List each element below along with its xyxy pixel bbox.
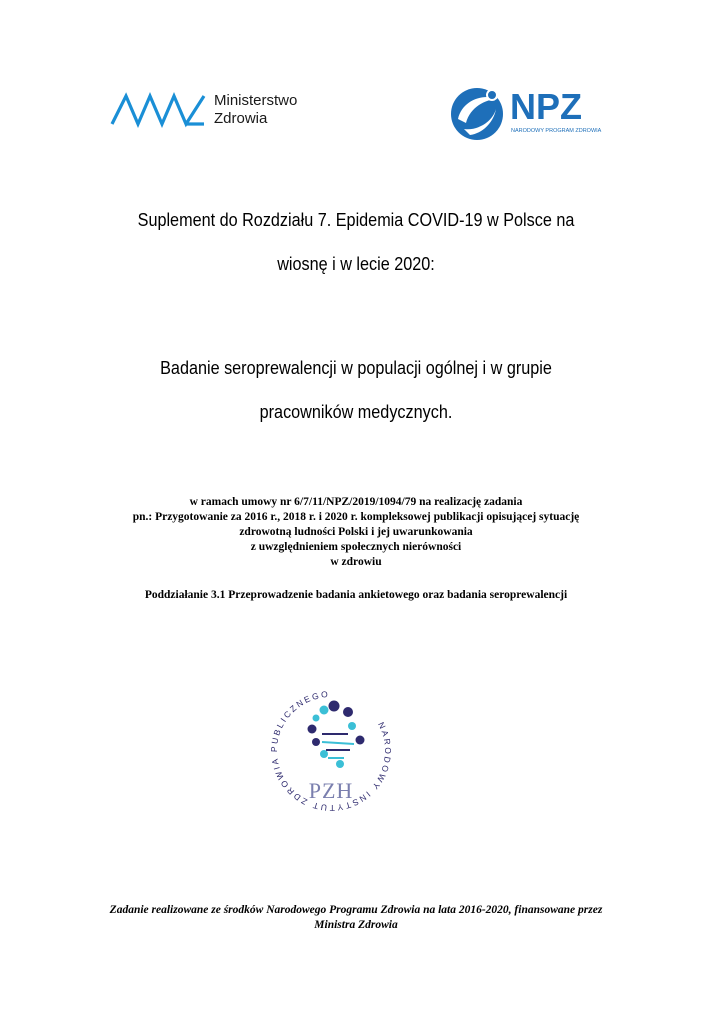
document-title-line2: wiosnę i w lecie 2020: (277, 254, 435, 274)
pzh-wordmark: PZH (308, 778, 354, 803)
agreement-line4: z uwzględnieniem społecznych nierówności (250, 541, 462, 553)
agreement-line2: pn.: Przygotowanie za 2016 r., 2018 r. i 2020 r. kompleksowej publikacji opisującej sytuację (132, 511, 580, 523)
npz-subtitle: NARODOWY PROGRAM ZDROWIA (511, 128, 602, 134)
agreement-line1: w ramach umowy nr 6/7/11/NPZ/2019/1094/79 na realizację zadania (189, 496, 523, 508)
agreement-line5: w zdrowiu (330, 556, 382, 568)
funding-note (40, 903, 672, 933)
ministry-mark-icon (108, 90, 208, 130)
pzh-ring-text: NARODOWY INSTYTUT ZDROWIA PUBLICZNEGO (268, 688, 394, 814)
document-title (90, 198, 623, 286)
pzh-logo (264, 684, 398, 818)
funding-note-line1: Zadanie realizowane ze środków Narodowego Programu Zdrowia na lata 2016-2020, finansowane przez (109, 904, 603, 916)
document-subtitle-line2: pracowników medycznych. (259, 402, 453, 422)
document-subtitle (90, 346, 623, 434)
npz-wordmark: NPZ (510, 86, 582, 127)
agreement-line3: zdrowotną ludności Polski i jej uwarunkowania (239, 526, 473, 538)
npz-logo (448, 85, 608, 145)
ministry-name-line2: Zdrowia (214, 110, 268, 127)
npz-swirl-icon (448, 85, 506, 143)
funding-note-line2: Ministra Zdrowia (314, 919, 398, 931)
ministry-name (214, 92, 297, 128)
subtask-line: Poddziałanie 3.1 Przeprowadzenie badania ankietowego oraz badania seroprewalencji (144, 589, 568, 601)
document-subtitle-line1: Badanie seroprewalencji w populacji ogólnej i w grupie (160, 358, 552, 378)
ministry-name-line1: Ministerstwo (214, 92, 298, 109)
agreement-block (40, 495, 672, 570)
document-title-line1: Suplement do Rozdziału 7. Epidemia COVID-19 w Polsce na (137, 210, 575, 230)
ministry-of-health-logo (108, 90, 298, 132)
